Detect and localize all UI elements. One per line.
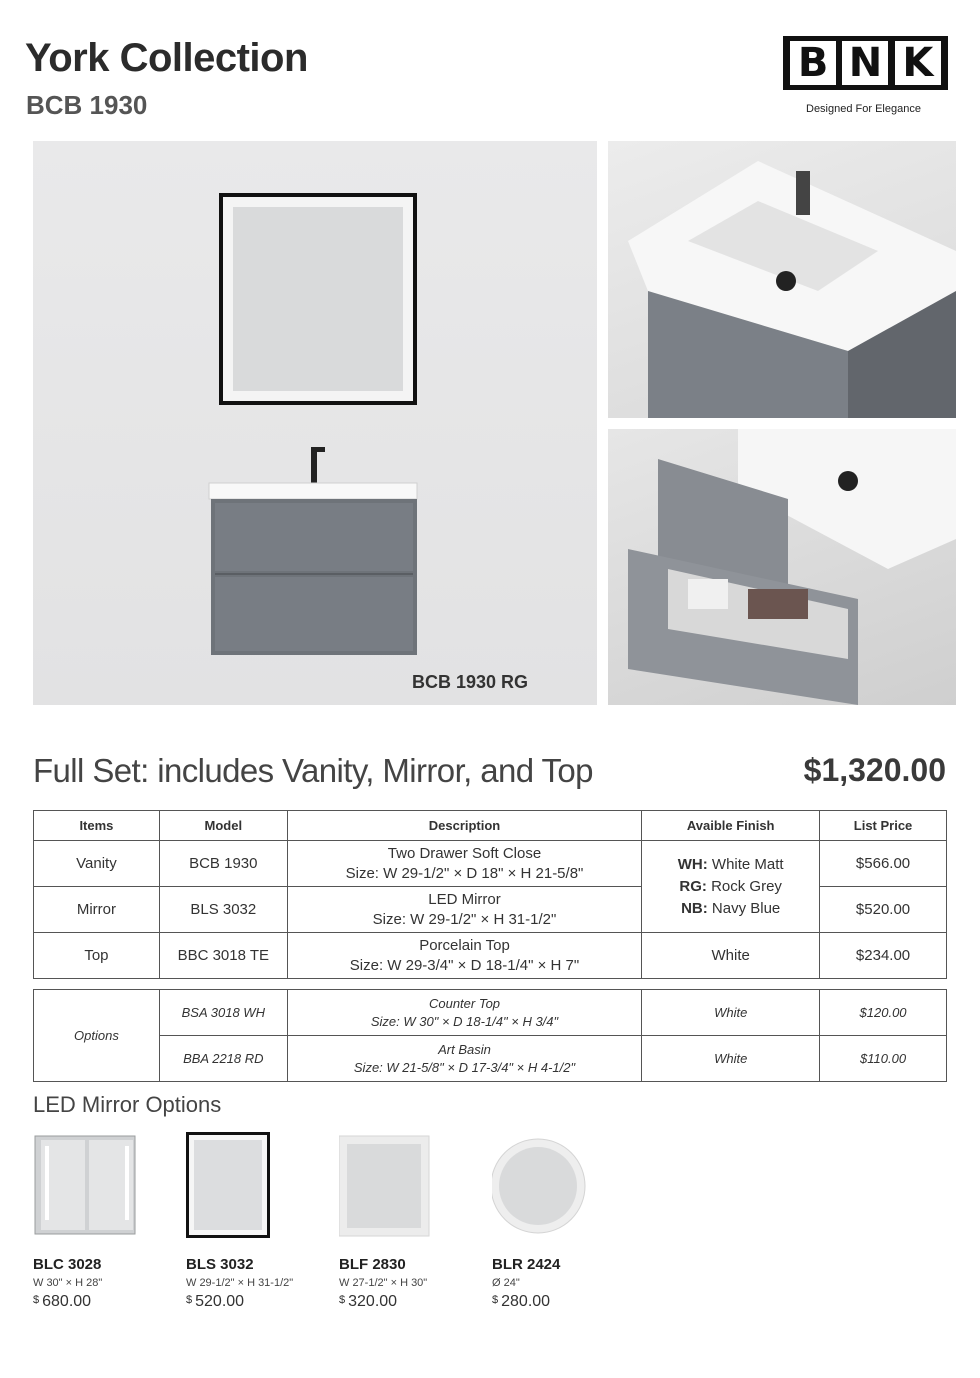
led-price: $ 320.00 [339,1293,398,1310]
description-size: Size: W 29-1/2" × H 31-1/2" [372,910,557,928]
table-header-row [34,811,947,841]
led-option-item [186,1130,336,1311]
description-title: LED Mirror [428,890,501,908]
model-cell: BSA 3018 WH [159,990,287,1036]
logo-letter: N [842,41,888,85]
square-mirror-icon [186,1130,336,1242]
mirror-cabinet-icon [33,1130,183,1242]
led-model: BLR 2424 [492,1256,561,1273]
model-cell: BLS 3032 [159,887,287,933]
basin-illustration [608,141,956,418]
description-size: Size: W 21-5/8" × D 17-3/4" × H 4-1/2" [353,1059,576,1075]
item-cell: Vanity [34,841,160,887]
description-cell [287,887,642,933]
led-model: BLF 2830 [339,1256,406,1273]
model-cell: BCB 1930 [159,841,287,887]
finish-cell: White [642,1036,820,1082]
collection-title: York Collection [25,36,308,80]
led-price: $ 520.00 [186,1293,245,1310]
table-row [34,841,947,887]
price-cell: $566.00 [820,841,947,887]
brand-tagline: Designed For Elegance [806,103,921,115]
logo-letter: B [790,41,836,85]
logo-letter: K [895,41,941,85]
full-set-heading: Full Set: includes Vanity, Mirror, and Top [33,752,593,789]
table-row [34,933,947,979]
column-header: Items [34,811,160,841]
led-options-heading: LED Mirror Options [33,1092,222,1117]
price-cell: $120.00 [820,990,947,1036]
description-size: Size: W 29-3/4" × D 18-1/4" × H 7" [349,956,580,974]
column-header: Model [159,811,287,841]
model-cell: BBC 3018 TE [159,933,287,979]
led-option-item [492,1130,642,1311]
full-set-price: $1,320.00 [803,752,946,788]
column-header: List Price [820,811,947,841]
table-row [34,1036,947,1082]
full-set-table [33,810,947,979]
description-cell [287,933,642,979]
main-photo-caption: BCB 1930 RG [412,672,529,692]
brand-logo [783,36,948,90]
options-label: Options [34,990,160,1082]
drawer-open-photo [608,429,956,705]
finish-cell: White [642,990,820,1036]
finish-option: RG: Rock Grey [679,877,782,895]
drawer-illustration [608,429,956,705]
led-size: W 27-1/2" × H 30" [339,1277,428,1289]
led-option-item [33,1130,183,1311]
description-title: Porcelain Top [419,936,510,954]
item-cell: Top [34,933,160,979]
description-size: Size: W 30" × D 18-1/4" × H 3/4" [370,1013,559,1029]
led-price: $ 280.00 [492,1293,551,1310]
description-size: Size: W 29-1/2" × D 18" × H 21-5/8" [345,864,584,882]
finish-cell: White [642,933,820,979]
description-title: Art Basin [438,1041,491,1057]
item-cell: Mirror [34,887,160,933]
led-size: W 29-1/2" × H 31-1/2" [186,1277,294,1289]
led-model: BLS 3032 [186,1256,254,1273]
price-cell: $110.00 [820,1036,947,1082]
vanity-main-photo [33,141,597,705]
column-header: Description [287,811,642,841]
column-header: Avaible Finish [642,811,820,841]
led-size: W 30" × H 28" [33,1277,103,1289]
finish-options-cell [642,841,820,933]
led-option-item [339,1130,489,1311]
description-cell [287,1036,642,1082]
description-title: Counter Top [428,995,501,1011]
vanity-illustration [33,141,597,705]
model-cell: BBA 2218 RD [159,1036,287,1082]
led-model: BLC 3028 [33,1256,102,1273]
finish-option: NB: Navy Blue [681,899,781,917]
led-price: $ 680.00 [33,1293,92,1310]
description-title: Two Drawer Soft Close [387,844,542,862]
description-cell [287,841,642,887]
led-size: Ø 24" [492,1277,520,1289]
description-cell [287,990,642,1036]
table-row [34,990,947,1036]
model-subtitle: BCB 1930 [26,90,148,120]
basin-closeup-photo [608,141,956,418]
finish-option: WH: White Matt [677,855,784,873]
round-mirror-icon [492,1130,642,1242]
options-table [33,989,947,1082]
frameless-mirror-icon [339,1130,489,1242]
price-cell: $520.00 [820,887,947,933]
price-cell: $234.00 [820,933,947,979]
